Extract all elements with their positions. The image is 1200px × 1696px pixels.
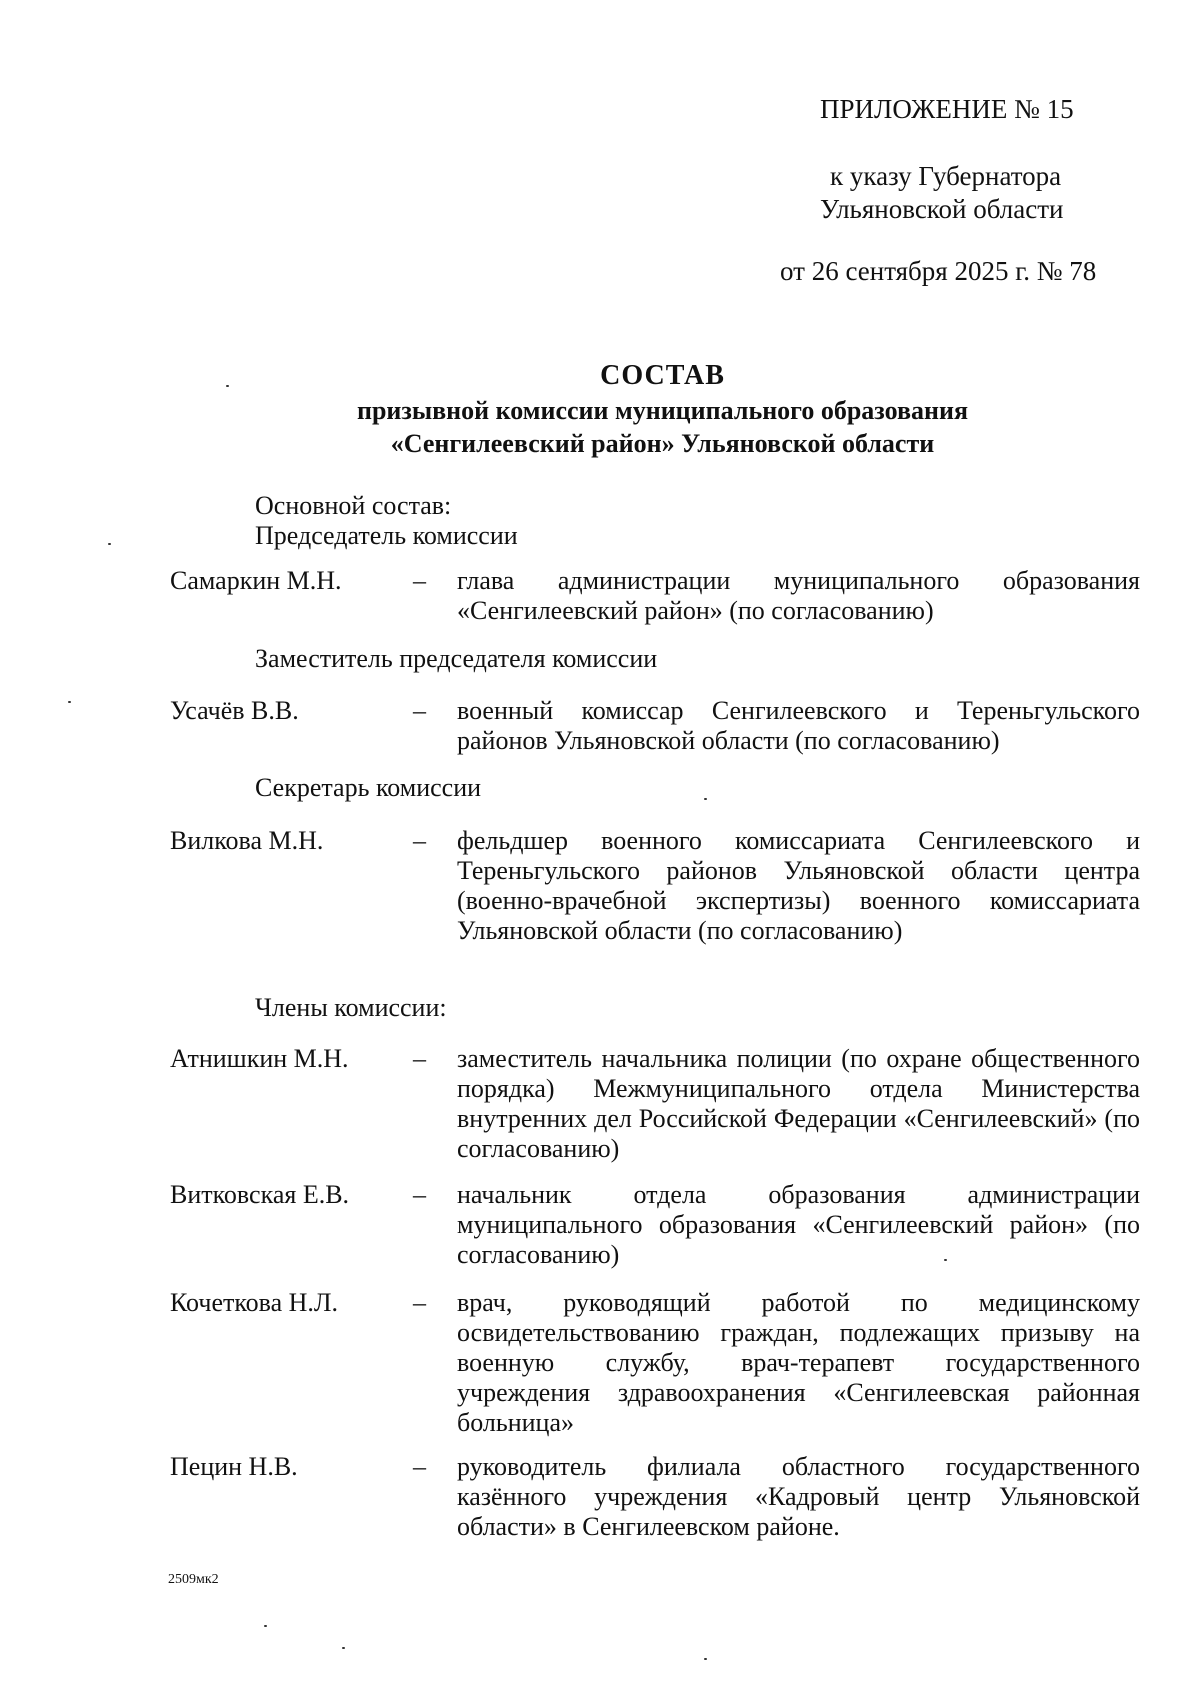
scan-speck bbox=[704, 798, 707, 800]
scan-speck bbox=[68, 701, 71, 703]
dash-separator: – bbox=[413, 1180, 426, 1209]
section-deputy: Заместитель председателя комиссии bbox=[255, 644, 658, 673]
dash-separator: – bbox=[413, 696, 426, 725]
scan-speck bbox=[264, 1625, 267, 1627]
member-role: фельдшер военного комиссариата Сенгилеевского и Тереньгульского районов Ульяновской области центра (военно-врачебной экспертизы) военного комиссариата Ульяновской области (по согласованию) bbox=[457, 826, 1140, 945]
scan-speck bbox=[704, 1658, 707, 1660]
section-chair: Председатель комиссии bbox=[255, 521, 518, 550]
scan-speck bbox=[342, 1647, 345, 1649]
decree-reference-line2: Ульяновской области bbox=[820, 194, 1064, 224]
member-entry bbox=[170, 1288, 1140, 1438]
member-name: Усачёв В.В. bbox=[170, 696, 299, 725]
member-role: врач, руководящий работой по медицинскому освидетельствованию граждан, подлежащих призыву на военную службу, врач-терапевт государственного учреждения здравоохранения «Сенгилеевская районная больница» bbox=[457, 1288, 1140, 1437]
dash-separator: – bbox=[413, 1288, 426, 1317]
member-role: начальник отдела образования администрации муниципального образования «Сенгилеевский район» (по согласованию) bbox=[457, 1180, 1140, 1269]
decree-date: от 26 сентября 2025 г. № 78 bbox=[780, 256, 1097, 286]
dash-separator: – bbox=[413, 566, 426, 595]
title-line1: СОСТАВ bbox=[600, 360, 725, 391]
scan-speck bbox=[226, 385, 229, 387]
scan-speck bbox=[108, 543, 111, 545]
appendix-number: ПРИЛОЖЕНИЕ № 15 bbox=[820, 94, 1074, 124]
member-entry bbox=[170, 826, 1140, 946]
document-code: 2509мк2 bbox=[168, 1572, 219, 1587]
member-name: Вилкова М.Н. bbox=[170, 826, 324, 855]
member-entry bbox=[170, 1452, 1140, 1542]
document-title bbox=[0, 358, 1200, 460]
member-role: руководитель филиала областного государственного казённого учреждения «Кадровый центр Ульяновской области» в Сенгилеевском районе. bbox=[457, 1452, 1140, 1541]
dash-separator: – bbox=[413, 1452, 426, 1481]
dash-separator: – bbox=[413, 1044, 426, 1073]
member-role: военный комиссар Сенгилеевского и Тереньгульского районов Ульяновской области (по согласованию) bbox=[457, 696, 1140, 755]
member-role: глава администрации муниципального образования «Сенгилеевский район» (по согласованию) bbox=[457, 566, 1140, 625]
title-line2: призывной комиссии муниципального образования bbox=[356, 396, 969, 425]
member-entry bbox=[170, 566, 1140, 626]
member-name: Кочеткова Н.Л. bbox=[170, 1288, 339, 1317]
member-name: Пецин Н.В. bbox=[170, 1452, 298, 1481]
member-name: Витковская Е.В. bbox=[170, 1180, 350, 1209]
member-entry bbox=[170, 1180, 1140, 1270]
member-entry bbox=[170, 696, 1140, 756]
title-line3: «Сенгилеевский район» Ульяновской области bbox=[390, 429, 935, 458]
member-name: Самаркин М.Н. bbox=[170, 566, 342, 595]
section-main-composition: Основной состав: bbox=[255, 491, 452, 520]
scan-speck bbox=[944, 1259, 947, 1261]
member-entry bbox=[170, 1044, 1140, 1164]
section-secretary: Секретарь комиссии bbox=[255, 773, 482, 802]
dash-separator: – bbox=[413, 826, 426, 855]
decree-reference-line1: к указу Губернатора bbox=[830, 161, 1062, 191]
member-role: заместитель начальника полиции (по охране общественного порядка) Межмуниципального отдела Министерства внутренних дел Российской Федерации «Сенгилеевский» (по согласованию) bbox=[457, 1044, 1140, 1163]
member-name: Атнишкин М.Н. bbox=[170, 1044, 349, 1073]
section-members: Члены комиссии: bbox=[255, 993, 447, 1022]
